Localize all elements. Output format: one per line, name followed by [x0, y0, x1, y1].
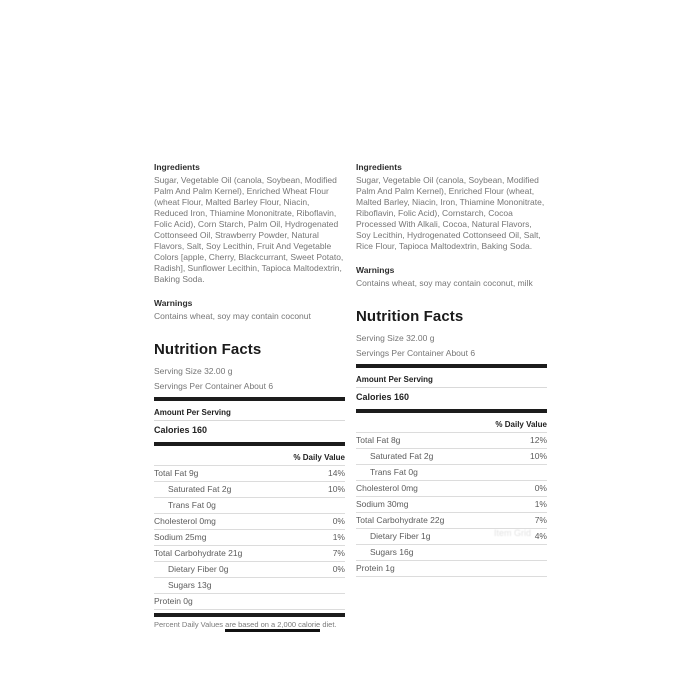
divider-bar — [154, 397, 345, 401]
nutrition-row — [356, 560, 547, 576]
daily-value-header: % Daily Value — [293, 453, 345, 462]
nutrition-row — [356, 544, 547, 560]
nutrition-title: Nutrition Facts — [356, 308, 464, 325]
nutrition-rows — [356, 432, 547, 577]
servings-per-container: Servings Per Container About 6 — [356, 348, 476, 358]
nutrient-value: 7% — [332, 548, 345, 558]
nutrient-label: Saturated Fat 2g — [370, 451, 434, 461]
nutrient-label: Total Fat 9g — [154, 468, 199, 478]
nutrient-value: 1% — [534, 499, 547, 509]
serving-size: Serving Size 32.00 g — [356, 333, 435, 343]
amount-per-serving: Amount Per Serving — [356, 371, 547, 388]
nutrient-value: 1% — [332, 532, 345, 542]
nutrition-row — [154, 561, 345, 577]
nutrient-label: Cholesterol 0mg — [356, 483, 418, 493]
nutrient-label: Total Carbohydrate 22g — [356, 515, 445, 525]
ingredients-text: Sugar, Vegetable Oil (canola, Soybean, Modified Palm And Palm Kernel), Enriched Wheat Flour (wheat Flour, Malted Barley Flour, Niacin, Reduced Iron, Thiamine Mononitrate, Riboflavin, Folic Acid), Corn Starch, Palm Oil, Hydrogenated Cottonseed Oil, Strawberry Powder, Natural Flavors, Salt, Soy Lecithin, Fruit And Vegetable Colors [apple, Cherry, Blackcurrant, Sweet Potato, Radish], Sunflower Lecithin, Tapioca Maltodextrin, Baking Soda. — [154, 175, 344, 284]
calories: Calories 160 — [154, 425, 208, 435]
nutrient-label: Total Fat 8g — [356, 435, 401, 445]
ingredients-title: Ingredients — [356, 162, 402, 172]
nutrient-label: Sugars 13g — [168, 580, 212, 590]
amount-per-serving: Amount Per Serving — [154, 404, 345, 421]
nutrient-value: 10% — [327, 484, 345, 494]
nutrition-row — [356, 496, 547, 512]
warnings-section — [154, 298, 345, 322]
nutrient-label: Dietary Fiber 1g — [370, 531, 431, 541]
nutrition-row — [154, 497, 345, 513]
nutrition-row — [154, 593, 345, 609]
divider-bar — [154, 442, 345, 446]
nutrition-row — [154, 513, 345, 529]
watermark: Item Grid — [494, 528, 532, 538]
warnings-text: Contains wheat, soy may contain coconut — [154, 311, 311, 321]
nutrition-facts-panel — [154, 341, 345, 630]
nutrition-row — [356, 480, 547, 496]
nutrition-title: Nutrition Facts — [154, 341, 262, 358]
nutrition-row — [356, 464, 547, 480]
nutrition-row — [356, 432, 547, 448]
nutrition-row — [356, 448, 547, 464]
warnings-section — [356, 265, 547, 289]
nutrient-value: 4% — [534, 531, 547, 541]
divider-bar — [356, 409, 547, 413]
ingredients-title: Ingredients — [154, 162, 200, 172]
nutrition-rows — [154, 465, 345, 610]
calories: Calories 160 — [356, 392, 410, 402]
nutrition-row — [356, 512, 547, 528]
nutrient-label: Saturated Fat 2g — [168, 484, 232, 494]
ingredients-text: Sugar, Vegetable Oil (canola, Soybean, Modified Palm And Palm Kernel), Enriched Flour (wheat, Malted Barley, Niacin, Iron, Thiamine Mononitrate, Riboflavin, Folic Acid), Cornstarch, Cocoa Processed With Alkali, Cocoa, Natural Flavors, Soy Lecithin, Hydrogenated Cottonseed Oil, Salt, Rice Flour, Tapioca Maltodextrin, Baking Soda. — [356, 175, 545, 251]
nutrition-row — [154, 529, 345, 545]
nutrient-label: Cholesterol 0mg — [154, 516, 216, 526]
divider-bar — [356, 364, 547, 368]
nutrient-label: Sodium 30mg — [356, 499, 409, 509]
footnote-prefix: Percent Daily Values — [154, 620, 226, 629]
label-columns — [154, 162, 548, 630]
nutrient-label: Trans Fat 0g — [370, 467, 418, 477]
nutrition-row — [154, 577, 345, 593]
nutrition-row — [154, 545, 345, 561]
footnote-suffix: diet. — [320, 620, 337, 629]
nutrient-value: 10% — [529, 451, 547, 461]
nutrient-value: 0% — [534, 483, 547, 493]
nutrient-label: Sugars 16g — [370, 547, 414, 557]
nutrient-label: Protein 1g — [356, 563, 395, 573]
nutrient-value: 0% — [332, 516, 345, 526]
footnote-underlined: are based on a 2,000 calorie — [225, 620, 320, 632]
label-column-right — [356, 162, 547, 577]
nutrient-label: Total Carbohydrate 21g — [154, 548, 243, 558]
label-column-left — [154, 162, 345, 630]
nutrient-label: Sodium 25mg — [154, 532, 207, 542]
nutrient-value: 0% — [332, 564, 345, 574]
nutrient-value: 14% — [327, 468, 345, 478]
nutrient-label: Trans Fat 0g — [168, 500, 216, 510]
nutrient-value: 7% — [534, 515, 547, 525]
nutrition-row — [154, 465, 345, 481]
serving-size: Serving Size 32.00 g — [154, 366, 233, 376]
warnings-title: Warnings — [154, 298, 193, 308]
daily-value-header: % Daily Value — [495, 420, 547, 429]
nutrient-label: Protein 0g — [154, 596, 193, 606]
nutrition-row — [154, 481, 345, 497]
warnings-text: Contains wheat, soy may contain coconut, milk — [356, 278, 533, 288]
servings-per-container: Servings Per Container About 6 — [154, 381, 274, 391]
nutrient-label: Dietary Fiber 0g — [168, 564, 229, 574]
divider-bar — [154, 613, 345, 617]
warnings-title: Warnings — [356, 265, 395, 275]
nutrient-value: 12% — [529, 435, 547, 445]
footnote — [154, 620, 345, 630]
